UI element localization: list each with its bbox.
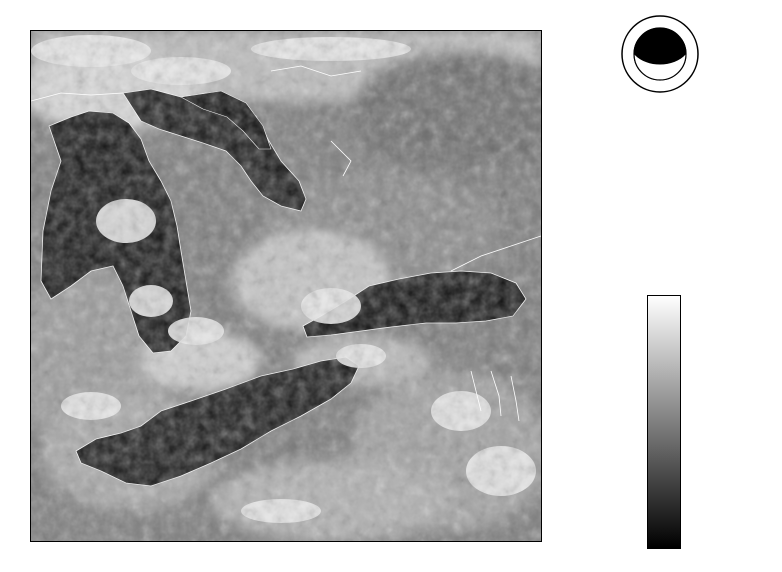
satellite-map xyxy=(30,30,542,542)
reflectance-colorbar xyxy=(647,295,681,549)
noaa-logo xyxy=(620,14,700,94)
noaa-logo-graphic xyxy=(620,14,700,94)
cloud-texture xyxy=(31,31,541,541)
satellite-image xyxy=(31,31,541,541)
